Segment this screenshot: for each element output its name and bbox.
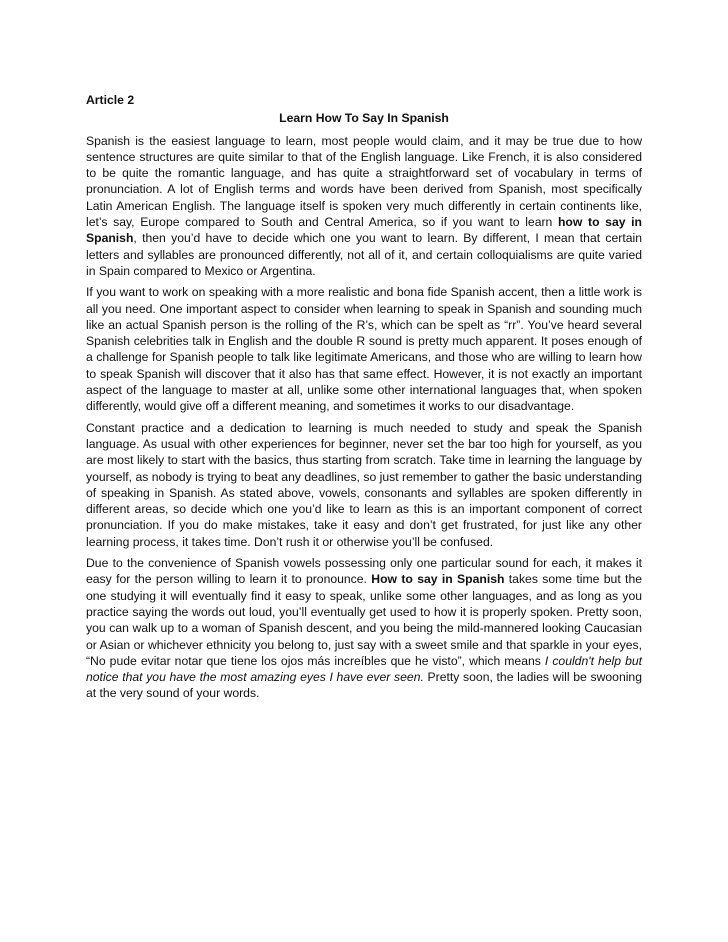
article-label: Article 2 bbox=[86, 93, 135, 107]
paragraph-4-italic-translation: I couldn't help but notice that you have the most amazing eyes I have ever seen. bbox=[86, 653, 643, 685]
document-title: Learn How To Say In Spanish bbox=[279, 111, 449, 126]
paragraph-1-bold-keyword: how to say in Spanish bbox=[86, 215, 643, 246]
paragraph-3 bbox=[86, 420, 642, 550]
paragraph-4 bbox=[86, 555, 642, 702]
paragraph-1-text-b: , then you’d have to decide which one you want to learn. By different, I mean that certain letters and syllables are pronounced differently, not all of it, and certain colloquialisms are quite varied in Spain compared to Mexico or Argentina. bbox=[86, 231, 642, 278]
paragraph-4-bold-keyword: How to say in Spanish bbox=[371, 572, 505, 587]
paragraph-4-text-b: takes some time but the one studying it will eventually find it easy to speak, unlike some other languages, and as long as you practice saying the words out loud, you’ll eventually get used to how it is properly spoken. Pretty soon, you can walk up to a woman of Spanish descent, and you being the mild-mannered looking Caucasian or Asian or whichever ethnicity you belong to, just say with a sweet smile and that sparkle in your eyes, “No pude evitar notar que tiene los ojos más increíbles que he visto”, which means bbox=[86, 572, 642, 668]
paragraph-2 bbox=[86, 284, 642, 414]
document-page bbox=[86, 92, 642, 707]
paragraph-3-text: Constant practice and a dedication to learning is much needed to study and speak the Spanish language. As usual with other experiences for beginner, never set the bar too high for yourself, as you are most likely to start with the basics, thus starting from scratch. Take time in learning the language by yourself, as nobody is trying to beat any deadlines, so just remember to gather the basic understanding of speaking in Spanish. As stated above, vowels, consonants and syllables are spoken differently in different areas, so decide which one you’d like to learn as this is an important component of correct pronunciation. If you do make mistakes, take it easy and don’t get frustrated, for just like any other learning process, it takes time. Don’t rush it or otherwise you’ll be confused. bbox=[86, 420, 642, 549]
paragraph-4-text-c: Pretty soon, the ladies will be swooning at the very sound of your words. bbox=[86, 670, 642, 701]
paragraph-1 bbox=[86, 133, 642, 280]
paragraph-2-text: If you want to work on speaking with a more realistic and bona fide Spanish accent, then a little work is all you need. One important aspect to consider when learning to speak in Spanish and sounding much like an actual Spanish person is the rolling of the R’s, which can be spelt as “rr”. You’ve heard several Spanish celebrities talk in English and the double R sound is pretty much apparent. It poses enough of a challenge for Spanish people to talk like legitimate Americans, and those who are willing to learn how to speak Spanish will discover that it also has that same effect. However, it is not exactly an important aspect of the language to master at all, unlike some other international languages that, when spoken differently, would give off a different meaning, and sometimes it works to our disadvantage. bbox=[86, 285, 642, 414]
paragraph-1-text-a: Spanish is the easiest language to learn, most people would claim, and it may be true due to how sentence structures are quite similar to that of the English language. Like French, it is also considered to be quite the romantic language, and has quite a straightforward set of vocabulary in terms of pronunciation. A lot of English terms and words have been derived from Spanish, most specifically Latin American English. The language itself is spoken very much differently in certain continents like, let’s say, Europe compared to South and Central America, so if you want to learn bbox=[86, 133, 642, 230]
paragraph-4-text-a: Due to the convenience of Spanish vowels possessing only one particular sound for each, it makes it easy for the person willing to learn it to pronounce. bbox=[86, 556, 642, 587]
